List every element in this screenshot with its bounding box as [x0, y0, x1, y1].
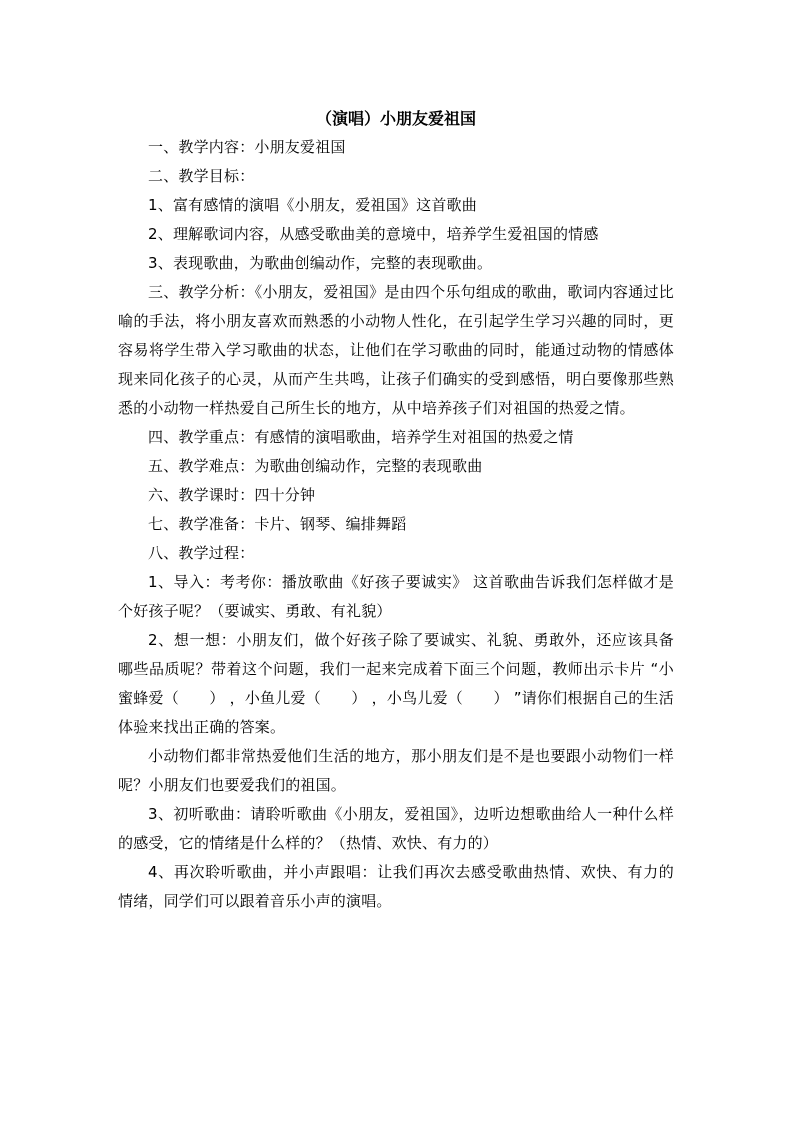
paragraph-teaching-focus: 四、教学重点：有感情的演唱歌曲，培养学生对祖国的热爱之情 [148, 428, 574, 446]
paragraph-preparation: 七、教学准备：卡片、钢琴、编排舞蹈 [148, 515, 407, 533]
paragraph-teaching-process: 八、教学过程： [148, 544, 255, 562]
paragraph-teaching-difficulty: 五、教学难点：为歌曲创编动作，完整的表现歌曲 [148, 457, 483, 475]
paragraph-animals: 小动物们都非常热爱他们生活的地方，那小朋友们是不是也要跟小动物们一样呢？小朋友们也要爱我们的祖国。 [118, 747, 674, 794]
paragraph-goal-2: 2、理解歌词内容，从感受歌曲美的意境中，培养学生爱祖国的情感 [148, 225, 599, 243]
document-title: （演唱）小朋友爱祖国 [315, 109, 476, 128]
paragraph-step-2: 2、想一想：小朋友们，做个好孩子除了要诚实、礼貌、勇敢外，还应该具备哪些品质呢？带着这个问题，我们一起来完成着下面三个问题，教师出示卡片 “小蜜蜂爱（ ） ，小鱼儿爱（ ） ，小鸟儿爱（ ） ”请你们根据自己的生活体验来找出正确的答案。 [118, 631, 674, 736]
paragraph-teaching-content: 一、教学内容：小朋友爱祖国 [148, 138, 346, 156]
paragraph-teaching-analysis: 三、教学分析：《小朋友，爱祖国》是由四个乐句组成的歌曲，歌词内容通过比喻的手法，将小朋友喜欢而熟悉的小动物人性化，在引起学生学习兴趣的同时，更容易将学生带入学习歌曲的状态，让他们在学习歌曲的同时，能通过动物的情感体现来同化孩子的心灵，从而产生共鸣，让孩子们确实的受到感悟，明白要像那些熟悉的小动物一样热爱自己所生长的地方，从中培养孩子们对祖国的热爱之情。 [118, 283, 674, 417]
paragraph-goal-1: 1、富有感情的演唱《小朋友，爱祖国》这首歌曲 [148, 196, 477, 214]
paragraph-goal-3: 3、表现歌曲，为歌曲创编动作，完整的表现歌曲。 [148, 254, 493, 272]
paragraph-step-1: 1、导入：考考你：播放歌曲《好孩子要诚实》 这首歌曲告诉我们怎样做才是个好孩子呢？（要诚实、勇敢、有礼貌） [118, 573, 674, 620]
document-body [118, 104, 674, 916]
paragraph-class-hours: 六、教学课时：四十分钟 [148, 486, 316, 504]
paragraph-teaching-goals: 二、教学目标： [148, 167, 255, 185]
paragraph-step-4: 4、再次聆听歌曲，并小声跟唱：让我们再次去感受歌曲热情、欢快、有力的情绪，同学们可以跟着音乐小声的演唱。 [118, 863, 674, 910]
paragraph-step-3: 3、初听歌曲：请聆听歌曲《小朋友，爱祖国》，边听边想歌曲给人一种什么样的感受，它的情绪是什么样的？（热情、欢快、有力的） [118, 805, 674, 852]
